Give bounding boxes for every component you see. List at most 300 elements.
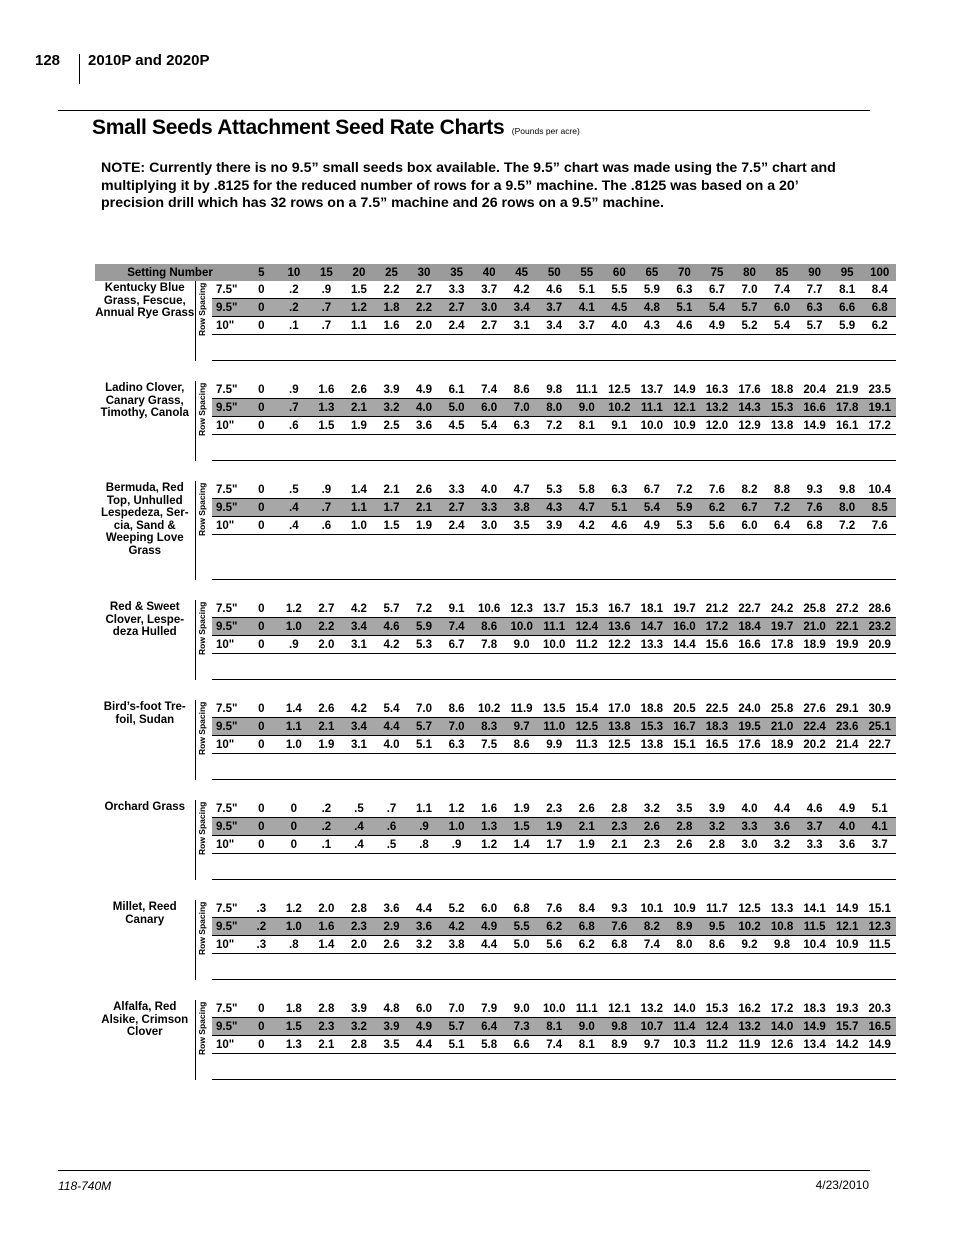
setting-header-cell: 45 bbox=[505, 264, 538, 281]
rate-cell: 5.7 bbox=[798, 317, 831, 335]
rate-cell: 7.2 bbox=[766, 499, 799, 517]
chart-subtitle: (Pounds per acre) bbox=[511, 126, 580, 136]
rate-cell: 3.3 bbox=[448, 483, 465, 496]
rate-cell: .1 bbox=[310, 836, 343, 854]
setting-header-cell: 35 bbox=[440, 264, 473, 281]
rate-cell: 6.2 bbox=[863, 317, 896, 335]
rate-cell: 17.2 bbox=[701, 618, 734, 636]
rate-cell: 6.8 bbox=[603, 936, 636, 954]
rate-cell: 4.8 bbox=[636, 299, 669, 317]
rate-cell: .2 bbox=[245, 918, 278, 936]
table-row bbox=[95, 636, 896, 654]
group-separator bbox=[95, 361, 896, 382]
rate-cell: 16.0 bbox=[668, 618, 701, 636]
rate-cell: 10.2 bbox=[733, 918, 766, 936]
row-spacing-value: 9.5" bbox=[212, 718, 245, 736]
rate-cell: 6.7 bbox=[643, 483, 660, 496]
rate-cell: 4.9 bbox=[701, 317, 734, 335]
group-separator-space bbox=[95, 980, 896, 1001]
rate-cell: .9 bbox=[408, 818, 441, 836]
rate-cell: 4.2 bbox=[375, 636, 408, 654]
rate-cell: 7.2 bbox=[831, 517, 864, 535]
group-spacer bbox=[212, 535, 896, 580]
rate-cell: 23.6 bbox=[831, 718, 864, 736]
rate-cell: 14.0 bbox=[766, 1018, 799, 1036]
rate-cell: 5.2 bbox=[733, 317, 766, 335]
rate-cell: 1.5 bbox=[310, 417, 343, 435]
rate-cell: 0 bbox=[245, 618, 278, 636]
rate-cell: 4.5 bbox=[440, 417, 473, 435]
row-spacing-value: 10" bbox=[212, 836, 245, 854]
rate-cell: 8.6 bbox=[701, 936, 734, 954]
rate-cell: 21.0 bbox=[798, 618, 831, 636]
rate-cell: 19.9 bbox=[831, 636, 864, 654]
rate-cell: 19.5 bbox=[733, 718, 766, 736]
rate-cell: 0 bbox=[278, 818, 311, 836]
table-row bbox=[95, 700, 896, 718]
rate-cell: 3.3 bbox=[473, 499, 506, 517]
rate-cell: 22.4 bbox=[798, 718, 831, 736]
rate-cell: 5.1 bbox=[408, 736, 441, 754]
rate-cell: 2.3 bbox=[310, 1018, 343, 1036]
rate-cell: 1.2 bbox=[285, 902, 302, 915]
rate-cell: 11.3 bbox=[571, 736, 604, 754]
rate-cell: 13.5 bbox=[543, 702, 566, 715]
rate-cell: 16.2 bbox=[738, 1002, 761, 1015]
rate-cell: 3.9 bbox=[375, 1018, 408, 1036]
rate-cell: .6 bbox=[375, 818, 408, 836]
rate-cell: 3.5 bbox=[375, 1036, 408, 1054]
rate-cell: 3.7 bbox=[571, 317, 604, 335]
rate-cell: .4 bbox=[343, 818, 376, 836]
rate-cell: 3.2 bbox=[701, 818, 734, 836]
seed-type-label: Kentucky Blue Grass, Fescue, Annual Rye Grass bbox=[95, 282, 195, 319]
rate-cell: 8.6 bbox=[473, 618, 506, 636]
rate-cell: 8.6 bbox=[448, 702, 465, 715]
rate-cell: 9.7 bbox=[636, 1036, 669, 1054]
rate-cell: 2.0 bbox=[408, 317, 441, 335]
table-row bbox=[95, 718, 896, 736]
rate-cell: 3.7 bbox=[863, 836, 896, 854]
rate-cell: 6.3 bbox=[611, 483, 628, 496]
rate-cell: 5.4 bbox=[636, 499, 669, 517]
rate-cell: 16.7 bbox=[608, 602, 631, 615]
row-spacing-value: 9.5" bbox=[212, 918, 245, 936]
rate-cell: 2.0 bbox=[310, 636, 343, 654]
table-row bbox=[95, 800, 896, 818]
rate-cell: 14.0 bbox=[673, 1002, 696, 1015]
rate-cell: 1.3 bbox=[310, 399, 343, 417]
rate-cell: 0 bbox=[245, 636, 278, 654]
rate-cell: 10.0 bbox=[636, 417, 669, 435]
rate-cell: 8.9 bbox=[603, 1036, 636, 1054]
setting-header-cell: 70 bbox=[668, 264, 701, 281]
rate-cell: 15.1 bbox=[868, 902, 891, 915]
rate-cell: 16.7 bbox=[668, 718, 701, 736]
rate-cell: 4.6 bbox=[806, 802, 823, 815]
rate-cell: 7.6 bbox=[603, 918, 636, 936]
rate-cell: 8.4 bbox=[578, 902, 595, 915]
document-id: 118-740M bbox=[58, 1179, 112, 1193]
rate-cell: 8.3 bbox=[473, 718, 506, 736]
rate-cell: 8.1 bbox=[839, 283, 856, 296]
rate-cell: 8.9 bbox=[668, 918, 701, 936]
rate-cell: 4.9 bbox=[408, 1018, 441, 1036]
setting-header-cell: 95 bbox=[831, 264, 864, 281]
rate-cell: 3.4 bbox=[505, 299, 538, 317]
table-row bbox=[95, 381, 896, 399]
rate-cell: 4.9 bbox=[416, 383, 433, 396]
rate-cell: 0 bbox=[245, 517, 278, 535]
rate-cell: 2.1 bbox=[310, 1036, 343, 1054]
rate-cell: 7.4 bbox=[538, 1036, 571, 1054]
rate-cell: .6 bbox=[310, 517, 343, 535]
table-row bbox=[95, 499, 896, 517]
table-row bbox=[95, 1036, 896, 1054]
rate-cell: 7.9 bbox=[481, 1002, 498, 1015]
rate-cell: 7.6 bbox=[546, 902, 563, 915]
rate-cell: 12.2 bbox=[603, 636, 636, 654]
rate-cell: 2.1 bbox=[343, 399, 376, 417]
rate-cell: 1.4 bbox=[310, 936, 343, 954]
table-row bbox=[95, 818, 896, 836]
rate-cell: 2.9 bbox=[375, 918, 408, 936]
rate-cell: 17.0 bbox=[608, 702, 631, 715]
rate-cell: 7.0 bbox=[505, 399, 538, 417]
rate-cell: 0 bbox=[245, 736, 278, 754]
rate-cell: 2.6 bbox=[416, 483, 433, 496]
rate-cell: 12.9 bbox=[733, 417, 766, 435]
group-spacer bbox=[212, 654, 896, 680]
rate-cell: 3.0 bbox=[733, 836, 766, 854]
rate-cell: 28.6 bbox=[868, 602, 891, 615]
rate-cell: 1.6 bbox=[318, 383, 335, 396]
table-row bbox=[95, 399, 896, 417]
rate-cell: 11.7 bbox=[706, 902, 728, 915]
group-spacer bbox=[212, 954, 896, 980]
rate-cell: 2.8 bbox=[318, 1002, 335, 1015]
table-row bbox=[95, 936, 896, 954]
rate-cell: 2.7 bbox=[318, 602, 335, 615]
rate-cell: 27.6 bbox=[803, 702, 826, 715]
rate-cell: 2.1 bbox=[571, 818, 604, 836]
group-spacer-row bbox=[95, 435, 896, 461]
rate-cell: 11.5 bbox=[863, 936, 896, 954]
rate-cell: 5.1 bbox=[668, 299, 701, 317]
rate-cell: 8.8 bbox=[774, 483, 791, 496]
rate-cell: 6.8 bbox=[513, 902, 530, 915]
rate-cell: .7 bbox=[310, 299, 343, 317]
rate-cell: 19.3 bbox=[835, 1002, 859, 1015]
rate-cell: 5.3 bbox=[408, 636, 441, 654]
rate-cell: 12.5 bbox=[603, 736, 636, 754]
rate-cell: .5 bbox=[354, 802, 364, 815]
rate-cell: 12.1 bbox=[831, 918, 864, 936]
row-spacing-value: 10" bbox=[212, 317, 245, 335]
rate-cell: 3.6 bbox=[766, 818, 799, 836]
rate-cell: 2.0 bbox=[343, 936, 376, 954]
rate-cell: 1.0 bbox=[278, 736, 311, 754]
group-separator-space bbox=[95, 361, 896, 382]
rate-cell: 10.0 bbox=[543, 1002, 566, 1015]
rate-cell: 9.0 bbox=[505, 636, 538, 654]
rate-cell: 21.9 bbox=[835, 383, 859, 396]
rate-cell: 5.9 bbox=[668, 499, 701, 517]
rate-cell: 5.4 bbox=[383, 702, 400, 715]
rate-cell: 2.3 bbox=[343, 918, 376, 936]
rate-cell: .2 bbox=[289, 283, 299, 296]
rate-cell: 1.2 bbox=[285, 602, 302, 615]
rate-cell: 2.4 bbox=[440, 517, 473, 535]
rate-cell: 6.0 bbox=[733, 517, 766, 535]
rate-cell: 14.9 bbox=[798, 417, 831, 435]
rate-cell: 4.0 bbox=[603, 317, 636, 335]
rate-cell: 2.6 bbox=[636, 818, 669, 836]
rate-cell: 5.1 bbox=[578, 283, 595, 296]
rate-cell: 6.7 bbox=[733, 499, 766, 517]
rate-cell: .8 bbox=[408, 836, 441, 854]
rate-cell: 9.3 bbox=[806, 483, 823, 496]
table-row bbox=[95, 918, 896, 936]
row-spacing-value: 7.5" bbox=[216, 802, 238, 815]
rate-cell: 0 bbox=[258, 702, 265, 715]
table-row bbox=[95, 281, 896, 299]
rate-cell: 1.6 bbox=[481, 802, 498, 815]
rate-cell: 20.5 bbox=[673, 702, 696, 715]
rate-cell: 9.1 bbox=[448, 602, 465, 615]
rate-cell: 3.4 bbox=[343, 718, 376, 736]
rate-cell: .9 bbox=[278, 636, 311, 654]
rate-cell: .3 bbox=[256, 902, 267, 915]
rate-cell: 12.6 bbox=[766, 1036, 799, 1054]
rate-cell: 8.1 bbox=[571, 417, 604, 435]
rate-cell: 6.0 bbox=[481, 902, 498, 915]
rate-cell: 14.1 bbox=[803, 902, 826, 915]
rate-cell: 0 bbox=[245, 499, 278, 517]
rate-cell: 17.6 bbox=[733, 736, 766, 754]
model-title: 2010P and 2020P bbox=[88, 52, 210, 69]
rate-cell: 18.9 bbox=[798, 636, 831, 654]
setting-header-cell: 80 bbox=[733, 264, 766, 281]
rate-cell: 7.4 bbox=[774, 283, 791, 296]
rate-cell: 1.8 bbox=[375, 299, 408, 317]
rate-cell: 9.0 bbox=[571, 399, 604, 417]
rate-cell: 13.3 bbox=[636, 636, 669, 654]
rate-cell: 3.3 bbox=[798, 836, 831, 854]
rate-cell: 17.8 bbox=[766, 636, 799, 654]
setting-number-header: Setting Number bbox=[95, 264, 245, 281]
rate-cell: 20.3 bbox=[868, 1002, 891, 1015]
rate-cell: 21.0 bbox=[766, 718, 799, 736]
note-text: NOTE: Currently there is no 9.5” small seeds box available. The 9.5” chart was made using the 7.5” chart and multiplying it by .8125 for the reduced number of rows for a 9.5” machine. The .8125 was based on a 20’ precision drill which has 32 rows on a 7.5” machine and 26 rows on a 9.5” machine. bbox=[101, 160, 836, 211]
rate-cell: 11.1 bbox=[575, 383, 598, 396]
rate-cell: 1.3 bbox=[473, 818, 506, 836]
table-row bbox=[95, 600, 896, 618]
rate-cell: 3.9 bbox=[538, 517, 571, 535]
rate-cell: 11.5 bbox=[798, 918, 831, 936]
rate-cell: 7.4 bbox=[636, 936, 669, 954]
rate-cell: 4.0 bbox=[481, 483, 498, 496]
rate-cell: 20.9 bbox=[863, 636, 896, 654]
rate-cell: 4.4 bbox=[416, 902, 433, 915]
group-spacer-row bbox=[95, 335, 896, 361]
rate-cell: .9 bbox=[321, 483, 332, 496]
rate-cell: 8.0 bbox=[668, 936, 701, 954]
rate-cell: 1.9 bbox=[513, 802, 530, 815]
rate-cell: 5.0 bbox=[440, 399, 473, 417]
row-spacing-value: 7.5" bbox=[216, 902, 238, 915]
seed-type-label: Bird’s-foot Tre-foil, Sudan bbox=[103, 701, 186, 726]
rate-cell: 12.1 bbox=[668, 399, 701, 417]
rate-cell: 2.4 bbox=[440, 317, 473, 335]
rate-cell: 16.5 bbox=[863, 1018, 896, 1036]
rate-cell: 4.3 bbox=[538, 499, 571, 517]
rate-cell: 14.9 bbox=[673, 383, 696, 396]
rate-cell: 18.3 bbox=[701, 718, 734, 736]
rate-cell: 9.5 bbox=[701, 918, 734, 936]
rate-cell: 10.1 bbox=[640, 902, 664, 915]
rate-cell: 16.6 bbox=[798, 399, 831, 417]
row-spacing-value: 10" bbox=[212, 636, 245, 654]
rate-cell: 5.6 bbox=[701, 517, 734, 535]
rate-cell: 1.8 bbox=[285, 1002, 302, 1015]
rate-cell: 10.6 bbox=[477, 602, 501, 615]
rate-cell: 6.2 bbox=[538, 918, 571, 936]
header-divider bbox=[79, 54, 80, 84]
rate-cell: 7.6 bbox=[863, 517, 896, 535]
rate-cell: .1 bbox=[278, 317, 311, 335]
rate-cell: 9.7 bbox=[505, 718, 538, 736]
seed-type-label: Red & Sweet Clover, Lespe-deza Hulled bbox=[105, 601, 185, 638]
rate-cell: 13.3 bbox=[770, 902, 794, 915]
rate-cell: 18.3 bbox=[803, 1002, 826, 1015]
rate-cell: 11.9 bbox=[510, 702, 533, 715]
rate-cell: 9.3 bbox=[611, 902, 628, 915]
rate-cell: 17.6 bbox=[738, 383, 761, 396]
row-spacing-label-cell bbox=[195, 900, 212, 980]
rate-cell: 1.9 bbox=[343, 417, 376, 435]
rate-cell: 1.2 bbox=[473, 836, 506, 854]
rate-cell: 4.4 bbox=[774, 802, 791, 815]
rate-cell: 5.9 bbox=[408, 618, 441, 636]
rate-cell: 2.3 bbox=[603, 818, 636, 836]
rate-cell: 0 bbox=[258, 1002, 265, 1015]
rate-cell: 5.3 bbox=[668, 517, 701, 535]
row-spacing-label-cell bbox=[195, 381, 212, 461]
rate-cell: 24.2 bbox=[770, 602, 794, 615]
rate-cell: 9.2 bbox=[733, 936, 766, 954]
rate-cell: 19.1 bbox=[863, 399, 896, 417]
rate-cell: 15.3 bbox=[575, 602, 598, 615]
rate-cell: 6.2 bbox=[571, 936, 604, 954]
rate-cell: 1.2 bbox=[343, 299, 376, 317]
setting-header-cell: 90 bbox=[798, 264, 831, 281]
setting-header-cell: 5 bbox=[245, 264, 278, 281]
rate-cell: 17.2 bbox=[770, 1002, 794, 1015]
rate-cell: 11.1 bbox=[538, 618, 571, 636]
rate-cell: 12.5 bbox=[571, 718, 604, 736]
rate-cell: 1.4 bbox=[285, 702, 302, 715]
rate-cell: 0 bbox=[245, 399, 278, 417]
rate-cell: 5.7 bbox=[383, 602, 400, 615]
rate-cell: .9 bbox=[289, 383, 299, 396]
group-spacer bbox=[212, 335, 896, 361]
rate-cell: 18.1 bbox=[640, 602, 664, 615]
rate-cell: 14.7 bbox=[636, 618, 669, 636]
rate-cell: 2.8 bbox=[668, 818, 701, 836]
rate-cell: 5.5 bbox=[505, 918, 538, 936]
rate-cell: 15.4 bbox=[575, 702, 598, 715]
table-row bbox=[95, 299, 896, 317]
rate-cell: 4.2 bbox=[350, 602, 367, 615]
rate-cell: 2.6 bbox=[668, 836, 701, 854]
rate-cell: 3.2 bbox=[766, 836, 799, 854]
setting-header-cell: 25 bbox=[375, 264, 408, 281]
table-row bbox=[95, 736, 896, 754]
rate-cell: 24.0 bbox=[738, 702, 761, 715]
setting-header-cell: 30 bbox=[408, 264, 441, 281]
rate-cell: 20.2 bbox=[798, 736, 831, 754]
rate-cell: 0 bbox=[258, 802, 265, 815]
rate-cell: 4.0 bbox=[375, 736, 408, 754]
row-spacing-value: 7.5" bbox=[216, 1002, 238, 1015]
rate-cell: 8.2 bbox=[636, 918, 669, 936]
rate-cell: 10.7 bbox=[636, 1018, 669, 1036]
rate-cell: 15.1 bbox=[668, 736, 701, 754]
rate-cell: 4.5 bbox=[603, 299, 636, 317]
rate-cell: 5.4 bbox=[766, 317, 799, 335]
rate-cell: 5.1 bbox=[871, 802, 888, 815]
row-spacing-value: 7.5" bbox=[216, 483, 238, 496]
bottom-rule bbox=[58, 1170, 870, 1171]
rate-cell: .7 bbox=[310, 499, 343, 517]
rate-cell: 3.4 bbox=[343, 618, 376, 636]
rate-cell: 3.2 bbox=[408, 936, 441, 954]
rate-cell: 4.2 bbox=[513, 283, 530, 296]
rate-cell: 5.7 bbox=[440, 1018, 473, 1036]
rate-cell: 2.6 bbox=[318, 702, 335, 715]
rate-cell: 1.3 bbox=[278, 1036, 311, 1054]
rate-cell: 10.2 bbox=[477, 702, 501, 715]
rate-cell: 23.5 bbox=[868, 383, 891, 396]
rate-cell: 12.0 bbox=[701, 417, 734, 435]
rate-cell: .9 bbox=[440, 836, 473, 854]
table-row bbox=[95, 1000, 896, 1018]
row-spacing-value: 7.5" bbox=[216, 602, 238, 615]
row-spacing-label: Row Spacing bbox=[196, 601, 207, 655]
rate-cell: 1.0 bbox=[278, 918, 311, 936]
row-spacing-label: Row Spacing bbox=[196, 701, 207, 755]
rate-cell: 2.1 bbox=[603, 836, 636, 854]
rate-cell: .6 bbox=[278, 417, 311, 435]
rate-cell: 3.7 bbox=[481, 283, 498, 296]
rate-cell: 6.0 bbox=[766, 299, 799, 317]
rate-cell: 3.5 bbox=[505, 517, 538, 535]
setting-header-cell: 55 bbox=[571, 264, 604, 281]
rate-cell: 30.9 bbox=[868, 702, 891, 715]
rate-cell: 4.3 bbox=[636, 317, 669, 335]
page-title bbox=[92, 116, 580, 140]
rate-cell: 3.6 bbox=[408, 417, 441, 435]
rate-cell: 6.8 bbox=[798, 517, 831, 535]
rate-cell: 10.0 bbox=[505, 618, 538, 636]
rate-cell: 2.6 bbox=[350, 383, 367, 396]
group-separator-space bbox=[95, 580, 896, 601]
rate-cell: 3.6 bbox=[408, 918, 441, 936]
row-spacing-label-cell bbox=[195, 481, 212, 580]
rate-cell: 5.0 bbox=[505, 936, 538, 954]
rate-cell: 3.5 bbox=[676, 802, 693, 815]
